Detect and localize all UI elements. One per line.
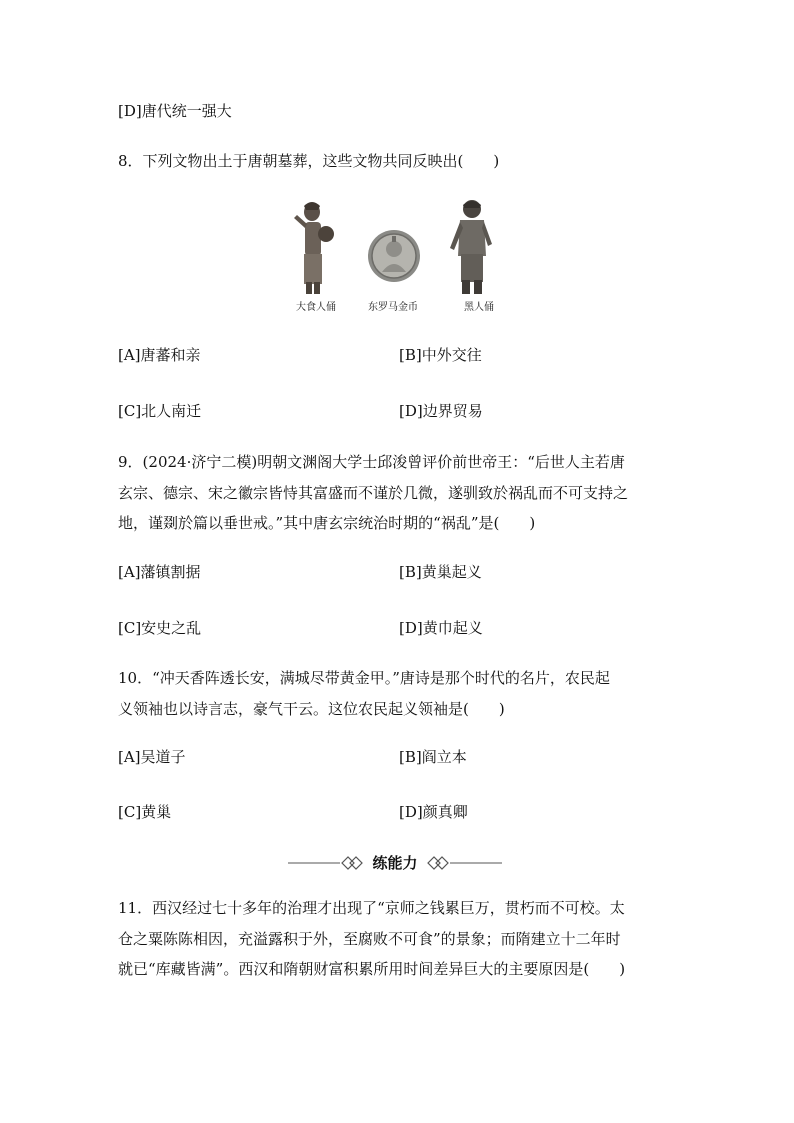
q9-stem-line-1: 9．(2024·济宁二模)明朝文渊阁大学士邱浚曾评价前世帝王：“后世人主若唐 xyxy=(118,453,625,471)
figure-caption-gold-coin: 东罗马金币 xyxy=(368,302,418,313)
section-title: 练能力 xyxy=(372,854,418,872)
q9-option-b: [B]黄巢起义 xyxy=(399,563,482,581)
q11-stem-line-3: 就已“库藏皆满”。西汉和隋朝财富积累所用时间差异巨大的主要原因是( ) xyxy=(118,960,626,978)
q10-stem-line-2: 义领袖也以诗言志，豪气干云。这位农民起义领袖是( ) xyxy=(118,700,505,718)
q8-artifact-figure xyxy=(286,196,516,324)
q11-stem-line-1: 11．西汉经过七十多年的治理才出现了“京师之钱累巨万，贯朽而不可校。太 xyxy=(118,899,625,917)
q10-option-b: [B]阎立本 xyxy=(399,748,467,766)
q9-stem-line-2: 玄宗、德宗、宋之徽宗皆恃其富盛而不谨於几微，遂驯致於祸乱而不可支持之 xyxy=(118,484,629,502)
q8-option-c: [C]北人南迁 xyxy=(118,402,202,420)
figure-caption-african-figurine: 黑人俑 xyxy=(464,302,494,313)
q10-option-a: [A]吴道子 xyxy=(118,748,186,766)
q9-option-a: [A]藩镇割据 xyxy=(118,563,201,581)
q8-option-a: [A]唐蕃和亲 xyxy=(118,346,201,364)
q9-option-d: [D]黄巾起义 xyxy=(399,619,483,637)
q9-stem-line-3: 地，谨剟於篇以垂世戒。”其中唐玄宗统治时期的“祸乱”是( ) xyxy=(118,514,536,532)
q10-option-c: [C]黄巢 xyxy=(118,803,172,821)
q8-option-b: [B]中外交往 xyxy=(399,346,482,364)
arab-figurine-image xyxy=(290,198,336,298)
figure-caption-arab-figurine: 大食人俑 xyxy=(296,302,336,313)
african-figurine-image xyxy=(446,196,496,300)
q10-stem-line-1: 10．“冲天香阵透长安，满城尽带黄金甲。”唐诗是那个时代的名片，农民起 xyxy=(118,669,610,687)
byzantine-gold-coin-image xyxy=(366,226,422,286)
q8-option-d: [D]边界贸易 xyxy=(399,402,483,420)
q7-option-d: [D]唐代统一强大 xyxy=(118,102,232,120)
q10-option-d: [D]颜真卿 xyxy=(399,803,468,821)
section-header xyxy=(286,852,504,874)
q11-stem-line-2: 仓之粟陈陈相因，充溢露积于外，至腐败不可食”的景象；而隋建立十二年时 xyxy=(118,930,621,948)
q8-stem: 8．下列文物出土于唐朝墓葬，这些文物共同反映出( ) xyxy=(118,152,500,170)
q9-option-c: [C]安史之乱 xyxy=(118,619,202,637)
